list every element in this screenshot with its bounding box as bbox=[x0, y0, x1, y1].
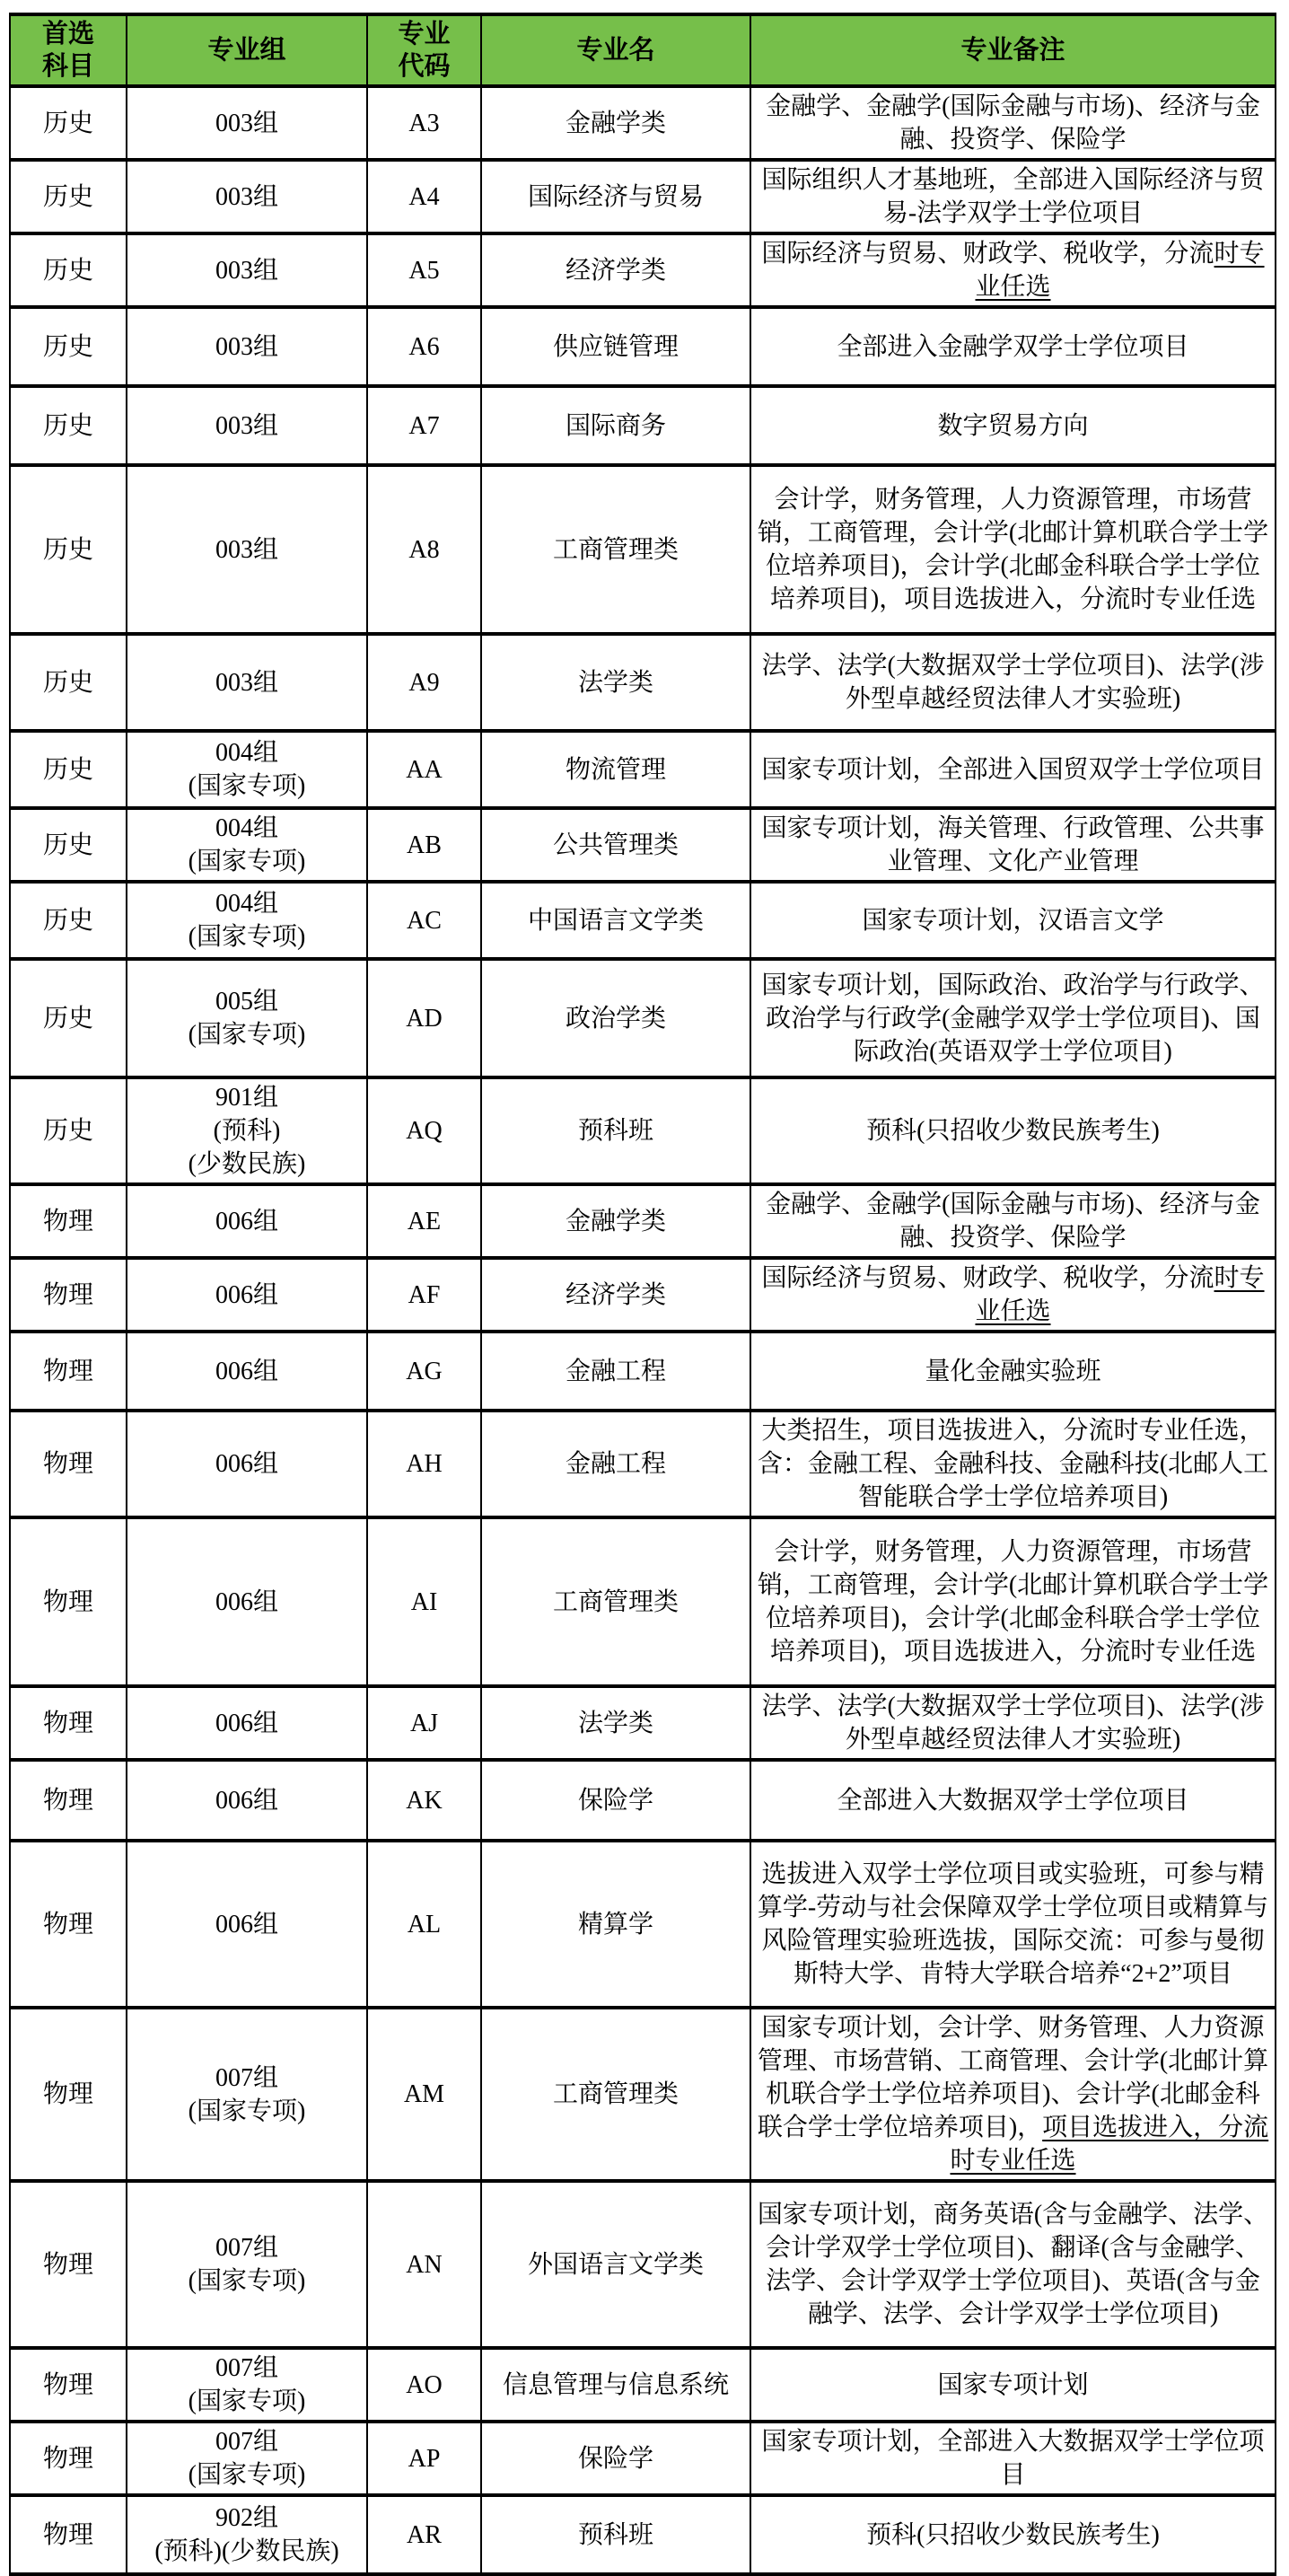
group-cell bbox=[127, 160, 367, 233]
group-cell bbox=[127, 233, 367, 307]
remark-text: 选拔进入双学士学位项目或实验班，可参与精算学-劳动与社会保障双学士学位项目或精算与风险管理实验班选拔，国际交流：可参与曼彻斯特大学、肯特大学联合培养“2+2”项目 bbox=[757, 1860, 1269, 1988]
subject-cell: 历史 bbox=[10, 1077, 127, 1184]
major-cell: 金融工程 bbox=[481, 1332, 750, 1411]
group-line: 007组 bbox=[215, 2428, 278, 2456]
subject-cell: 物理 bbox=[10, 2008, 127, 2181]
group-line: 003组 bbox=[215, 109, 278, 137]
remark-cell bbox=[750, 233, 1276, 307]
header-label: 专业名 bbox=[576, 36, 655, 65]
remark-text: 量化金融实验班 bbox=[925, 1357, 1101, 1385]
group-line: 006组 bbox=[215, 1709, 278, 1737]
table-row bbox=[10, 1332, 1276, 1411]
header-cell-major bbox=[481, 14, 750, 86]
subject-cell: 历史 bbox=[10, 160, 127, 233]
subject-cell: 物理 bbox=[10, 2348, 127, 2422]
subject-cell: 历史 bbox=[10, 233, 127, 307]
code-cell: A9 bbox=[367, 634, 481, 731]
group-line: 006组 bbox=[215, 1357, 278, 1385]
subject-cell: 物理 bbox=[10, 1258, 127, 1332]
major-cell: 国际商务 bbox=[481, 386, 750, 465]
remark-text: 国家专项计划，商务英语(含与金融学、法学、会计学双学士学位项目)、翻译(含与金融学、法学、会计学双学士学位项目)、英语(含与金融学、法学、会计学双学士学位项目) bbox=[757, 2201, 1269, 2328]
table-wrap bbox=[9, 13, 1276, 2576]
table-row bbox=[10, 2495, 1276, 2574]
remark-text: 国家专项计划，海关管理、行政管理、公共事业管理、文化产业管理 bbox=[761, 814, 1265, 875]
remark-cell bbox=[750, 2348, 1276, 2422]
remark-cell bbox=[750, 634, 1276, 731]
header-cell-subject bbox=[10, 14, 127, 86]
header-row bbox=[10, 14, 1276, 86]
code-cell: AO bbox=[367, 2348, 481, 2422]
table-row bbox=[10, 1258, 1276, 1332]
remark-text: 国际经济与贸易、财政学、税收学，分流 bbox=[761, 1264, 1214, 1292]
group-line: 006组 bbox=[215, 1587, 278, 1616]
code-cell: AN bbox=[367, 2181, 481, 2348]
header-label: 科目 bbox=[41, 52, 94, 81]
group-line: 003组 bbox=[215, 535, 278, 564]
remark-text: 国家专项计划，汉语言文学 bbox=[862, 906, 1164, 935]
major-cell: 政治学类 bbox=[481, 959, 750, 1077]
remark-text-underlined: 时专业任选 bbox=[975, 240, 1265, 301]
code-cell: AA bbox=[367, 731, 481, 808]
group-line: (国家专项) bbox=[188, 2461, 306, 2489]
remark-text: 大类招生，项目选拔进入，分流时专业任选，含：金融工程、金融科技、金融科技(北邮人工智能联合学士学位培养项目) bbox=[757, 1417, 1269, 1511]
code-cell: AG bbox=[367, 1332, 481, 1411]
subject-cell: 物理 bbox=[10, 1841, 127, 2008]
group-cell bbox=[127, 1841, 367, 2008]
remark-cell bbox=[750, 1258, 1276, 1332]
major-cell: 信息管理与信息系统 bbox=[481, 2348, 750, 2422]
group-cell bbox=[127, 1258, 367, 1332]
major-cell: 经济学类 bbox=[481, 233, 750, 307]
major-cell: 法学类 bbox=[481, 1686, 750, 1760]
group-line: (国家专项) bbox=[188, 923, 306, 951]
code-cell: A7 bbox=[367, 386, 481, 465]
group-line: 004组 bbox=[215, 890, 278, 918]
table-row bbox=[10, 2422, 1276, 2495]
code-cell: AI bbox=[367, 1517, 481, 1686]
major-cell: 金融学类 bbox=[481, 1184, 750, 1258]
remark-cell bbox=[750, 465, 1276, 634]
code-cell: A8 bbox=[367, 465, 481, 634]
remark-text: 全部进入大数据双学士学位项目 bbox=[837, 1786, 1189, 1815]
group-line: 003组 bbox=[215, 332, 278, 361]
group-line: 003组 bbox=[215, 411, 278, 440]
group-cell bbox=[127, 882, 367, 959]
group-cell bbox=[127, 2495, 367, 2574]
code-cell: AK bbox=[367, 1760, 481, 1841]
remark-cell bbox=[750, 86, 1276, 160]
code-cell: AM bbox=[367, 2008, 481, 2181]
table-row bbox=[10, 1184, 1276, 1258]
major-cell: 法学类 bbox=[481, 634, 750, 731]
code-cell: AB bbox=[367, 808, 481, 882]
group-cell bbox=[127, 86, 367, 160]
table-row bbox=[10, 2348, 1276, 2422]
remark-cell bbox=[750, 386, 1276, 465]
remark-text: 全部进入金融学双学士学位项目 bbox=[837, 332, 1189, 361]
subject-cell: 物理 bbox=[10, 2181, 127, 2348]
table-row bbox=[10, 1841, 1276, 2008]
table-row bbox=[10, 307, 1276, 386]
subject-cell: 物理 bbox=[10, 1686, 127, 1760]
header-label: 专业组 bbox=[207, 36, 286, 65]
subject-cell: 历史 bbox=[10, 386, 127, 465]
group-line: (国家专项) bbox=[188, 2267, 306, 2295]
remark-cell bbox=[750, 1332, 1276, 1411]
table-header bbox=[10, 14, 1276, 86]
major-cell: 预科班 bbox=[481, 2495, 750, 2574]
code-cell: AQ bbox=[367, 1077, 481, 1184]
remark-text-underlined: 项目选拔进入，分流时专业任选 bbox=[950, 2114, 1269, 2175]
table-row bbox=[10, 1760, 1276, 1841]
table-row bbox=[10, 634, 1276, 731]
code-cell: A6 bbox=[367, 307, 481, 386]
remark-text: 国家专项计划，全部进入国贸双学士学位项目 bbox=[761, 755, 1265, 784]
header-label: 专业 bbox=[398, 20, 451, 48]
group-line: (预科)(少数民族) bbox=[154, 2537, 339, 2565]
group-cell bbox=[127, 386, 367, 465]
group-line: 006组 bbox=[215, 1450, 278, 1478]
remark-text: 预科(只招收少数民族考生) bbox=[866, 2520, 1160, 2549]
group-line: 003组 bbox=[215, 256, 278, 285]
major-cell: 保险学 bbox=[481, 2422, 750, 2495]
subject-cell: 历史 bbox=[10, 307, 127, 386]
table-row bbox=[10, 1517, 1276, 1686]
remark-cell bbox=[750, 882, 1276, 959]
group-cell bbox=[127, 1077, 367, 1184]
group-line: 005组 bbox=[215, 988, 278, 1015]
remark-text: 法学、法学(大数据双学士学位项目)、法学(涉外型卓越经贸法律人才实验班) bbox=[761, 1692, 1265, 1754]
group-line: (国家专项) bbox=[188, 772, 306, 800]
major-cell: 工商管理类 bbox=[481, 465, 750, 634]
group-cell bbox=[127, 2181, 367, 2348]
code-cell: AF bbox=[367, 1258, 481, 1332]
remark-cell bbox=[750, 1077, 1276, 1184]
group-line: 006组 bbox=[215, 1280, 278, 1309]
remark-text: 国家专项计划，全部进入大数据双学士学位项目 bbox=[761, 2428, 1265, 2489]
remark-text: 法学、法学(大数据双学士学位项目)、法学(涉外型卓越经贸法律人才实验班) bbox=[761, 652, 1265, 713]
table-row bbox=[10, 160, 1276, 233]
major-cell: 精算学 bbox=[481, 1841, 750, 2008]
remark-text: 国际经济与贸易、财政学、税收学，分流 bbox=[761, 240, 1214, 268]
remark-cell bbox=[750, 1686, 1276, 1760]
remark-text: 数字贸易方向 bbox=[937, 411, 1089, 440]
table-row bbox=[10, 465, 1276, 634]
group-cell bbox=[127, 1686, 367, 1760]
code-cell: AC bbox=[367, 882, 481, 959]
table-row bbox=[10, 1411, 1276, 1517]
group-line: 007组 bbox=[215, 2063, 278, 2092]
table-row bbox=[10, 2181, 1276, 2348]
group-cell bbox=[127, 1332, 367, 1411]
group-line: (预科) bbox=[213, 1117, 281, 1145]
remark-text: 金融学、金融学(国际金融与市场)、经济与金融、投资学、保险学 bbox=[766, 1191, 1260, 1252]
group-line: 006组 bbox=[215, 1910, 278, 1939]
table-row bbox=[10, 2008, 1276, 2181]
group-line: (国家专项) bbox=[188, 848, 306, 875]
subject-cell: 历史 bbox=[10, 634, 127, 731]
subject-cell: 物理 bbox=[10, 1411, 127, 1517]
major-cell: 保险学 bbox=[481, 1760, 750, 1841]
header-cell-group bbox=[127, 14, 367, 86]
group-cell bbox=[127, 1517, 367, 1686]
group-line: 901组 bbox=[215, 1084, 278, 1112]
code-cell: AH bbox=[367, 1411, 481, 1517]
remark-cell bbox=[750, 1760, 1276, 1841]
header-label: 代码 bbox=[398, 52, 451, 81]
group-cell bbox=[127, 2008, 367, 2181]
major-cell: 物流管理 bbox=[481, 731, 750, 808]
group-line: (国家专项) bbox=[188, 2387, 306, 2415]
header-cell-remark bbox=[750, 14, 1276, 86]
subject-cell: 历史 bbox=[10, 808, 127, 882]
group-cell bbox=[127, 634, 367, 731]
major-cell: 国际经济与贸易 bbox=[481, 160, 750, 233]
code-cell: AP bbox=[367, 2422, 481, 2495]
subject-cell: 历史 bbox=[10, 465, 127, 634]
major-cell: 供应链管理 bbox=[481, 307, 750, 386]
header-label: 首选 bbox=[41, 20, 94, 48]
remark-text: 国家专项计划，国际政治、政治学与行政学、政治学与行政学(金融学双学士学位项目)、国际政治(英语双学士学位项目) bbox=[761, 971, 1265, 1066]
subject-cell: 历史 bbox=[10, 731, 127, 808]
code-cell: A4 bbox=[367, 160, 481, 233]
group-cell bbox=[127, 2348, 367, 2422]
remark-cell bbox=[750, 1411, 1276, 1517]
group-cell bbox=[127, 2422, 367, 2495]
remark-cell bbox=[750, 2181, 1276, 2348]
remark-cell bbox=[750, 1517, 1276, 1686]
group-line: 007组 bbox=[215, 2354, 278, 2382]
major-cell: 工商管理类 bbox=[481, 1517, 750, 1686]
group-line: (国家专项) bbox=[188, 2097, 306, 2125]
group-line: 004组 bbox=[215, 814, 278, 842]
group-cell bbox=[127, 1184, 367, 1258]
group-line: 006组 bbox=[215, 1786, 278, 1815]
remark-text: 预科(只招收少数民族考生) bbox=[866, 1117, 1160, 1145]
remark-cell bbox=[750, 2008, 1276, 2181]
remark-text: 国家专项计划 bbox=[937, 2370, 1089, 2399]
major-cell: 金融工程 bbox=[481, 1411, 750, 1517]
group-line: 902组 bbox=[215, 2504, 278, 2532]
subject-cell: 物理 bbox=[10, 2495, 127, 2574]
group-cell bbox=[127, 731, 367, 808]
major-cell: 经济学类 bbox=[481, 1258, 750, 1332]
subject-cell: 历史 bbox=[10, 959, 127, 1077]
code-cell: AD bbox=[367, 959, 481, 1077]
table-row bbox=[10, 1686, 1276, 1760]
remark-cell bbox=[750, 2495, 1276, 2574]
group-line: 007组 bbox=[215, 2234, 278, 2262]
group-line: 003组 bbox=[215, 182, 278, 211]
group-cell bbox=[127, 1411, 367, 1517]
table-body bbox=[10, 86, 1276, 2574]
remark-cell bbox=[750, 731, 1276, 808]
code-cell: A5 bbox=[367, 233, 481, 307]
remark-cell bbox=[750, 1184, 1276, 1258]
header-cell-code bbox=[367, 14, 481, 86]
group-line: (国家专项) bbox=[188, 1021, 306, 1049]
remark-cell bbox=[750, 1841, 1276, 2008]
major-cell: 外国语言文学类 bbox=[481, 2181, 750, 2348]
remark-text: 会计学，财务管理，人力资源管理，市场营销，工商管理，会计学(北邮计算机联合学士学位培养项目)，会计学(北邮金科联合学士学位培养项目)，项目选拔进入，分流时专业任选 bbox=[757, 1538, 1269, 1666]
subject-cell: 物理 bbox=[10, 1332, 127, 1411]
remark-text: 金融学、金融学(国际金融与市场)、经济与金融、投资学、保险学 bbox=[766, 92, 1260, 154]
admissions-majors-table bbox=[9, 13, 1276, 2576]
major-cell: 公共管理类 bbox=[481, 808, 750, 882]
group-line: (少数民族) bbox=[188, 1150, 306, 1178]
subject-cell: 历史 bbox=[10, 86, 127, 160]
code-cell: AR bbox=[367, 2495, 481, 2574]
remark-cell bbox=[750, 307, 1276, 386]
group-cell bbox=[127, 1760, 367, 1841]
major-cell: 预科班 bbox=[481, 1077, 750, 1184]
group-line: 006组 bbox=[215, 1207, 278, 1235]
group-cell bbox=[127, 959, 367, 1077]
table-row bbox=[10, 1077, 1276, 1184]
remark-text: 国家专项计划，会计学、财务管理、人力资源管理、市场营销、工商管理、会计学(北邮计算机联合学士学位培养项目)、会计学(北邮金科联合学士学位培养项目)， bbox=[757, 2014, 1269, 2141]
major-cell: 金融学类 bbox=[481, 86, 750, 160]
table-row bbox=[10, 808, 1276, 882]
major-cell: 工商管理类 bbox=[481, 2008, 750, 2181]
code-cell: AL bbox=[367, 1841, 481, 2008]
group-cell bbox=[127, 307, 367, 386]
group-cell bbox=[127, 808, 367, 882]
group-line: 004组 bbox=[215, 739, 278, 767]
table-row bbox=[10, 731, 1276, 808]
subject-cell: 物理 bbox=[10, 1184, 127, 1258]
remark-text: 会计学，财务管理，人力资源管理，市场营销，工商管理，会计学(北邮计算机联合学士学位培养项目)，会计学(北邮金科联合学士学位培养项目)，项目选拔进入，分流时专业任选 bbox=[757, 486, 1269, 613]
code-cell: AJ bbox=[367, 1686, 481, 1760]
table-row bbox=[10, 233, 1276, 307]
code-cell: AE bbox=[367, 1184, 481, 1258]
group-line: 003组 bbox=[215, 668, 278, 697]
remark-text-underlined: 时专业任选 bbox=[975, 1264, 1265, 1325]
subject-cell: 历史 bbox=[10, 882, 127, 959]
major-cell: 中国语言文学类 bbox=[481, 882, 750, 959]
remark-cell bbox=[750, 808, 1276, 882]
table-row bbox=[10, 386, 1276, 465]
code-cell: A3 bbox=[367, 86, 481, 160]
remark-cell bbox=[750, 160, 1276, 233]
subject-cell: 物理 bbox=[10, 1760, 127, 1841]
remark-cell bbox=[750, 959, 1276, 1077]
group-cell bbox=[127, 465, 367, 634]
subject-cell: 物理 bbox=[10, 1517, 127, 1686]
table-row bbox=[10, 882, 1276, 959]
header-label: 专业备注 bbox=[960, 36, 1065, 65]
table-row bbox=[10, 86, 1276, 160]
subject-cell: 物理 bbox=[10, 2422, 127, 2495]
remark-text: 国际组织人才基地班，全部进入国际经济与贸易-法学双学士学位项目 bbox=[761, 166, 1265, 227]
remark-cell bbox=[750, 2422, 1276, 2495]
table-row bbox=[10, 959, 1276, 1077]
